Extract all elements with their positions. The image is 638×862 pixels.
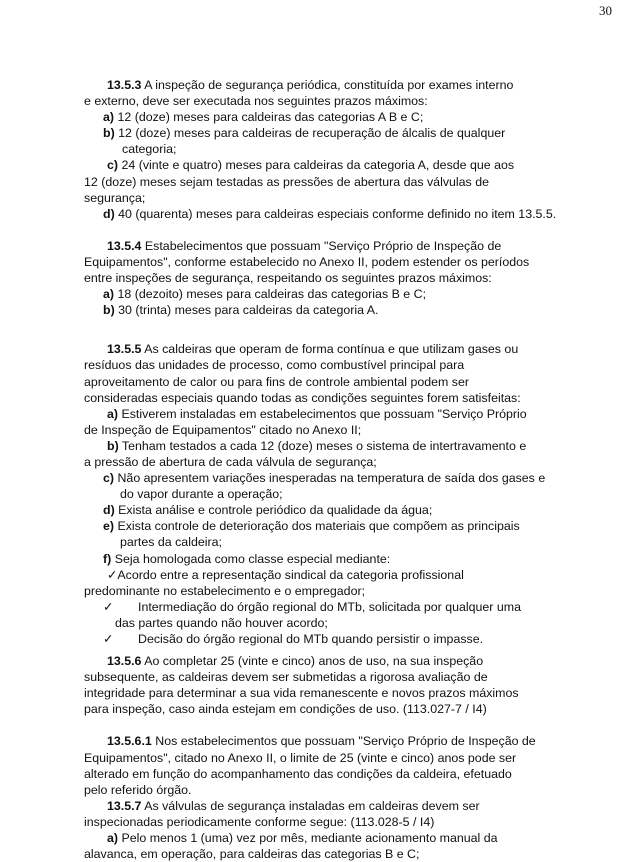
list-item: a) Estiverem instaladas em estabelecimentos que possuam "Serviço Próprio [107,406,527,421]
paragraph-line: aproveitamento de calor ou para fins de controle ambiental podem ser [84,374,470,389]
paragraph-line: subsequente, as caldeiras devem ser submetidas a rigorosa avaliação de [84,670,488,685]
paragraph-line: entre inspeções de segurança, respeitando os seguintes prazos máximos: [84,271,492,286]
page-number: 30 [599,3,612,18]
check-item: ✓ Decisão do órgão regional do MTb quando persistir o impasse. [103,632,484,646]
section-13-5-6-1 [84,733,557,797]
check-item: ✓ Intermediação do órgão regional do MTb, solicitada por qualquer uma [103,599,521,614]
paragraph-line: pelo referido órgão. [84,782,192,797]
section-number: 13.5.4 [107,238,142,253]
list-item: a) 18 (dezoito) meses para caldeiras das categorias B e C; [103,287,427,302]
section-13-5-4 [84,238,557,318]
section-number: 13.5.6 [107,654,142,669]
paragraph-line: resíduos das unidades de processo, como combustível principal para [84,358,465,373]
document-body [84,77,557,862]
section-13-5-7 [84,798,557,862]
list-item: b) 30 (trinta) meses para caldeiras da categoria A. [103,303,379,318]
list-item: d) Exista análise e controle periódico da qualidade da água; [103,503,433,518]
paragraph-line: 13.5.7 As válvulas de segurança instaladas em caldeiras devem ser [107,798,480,813]
paragraph-line: 13.5.6 Ao completar 25 (vinte e cinco) anos de uso, na sua inspeção [107,654,484,669]
check-icon: ✓ [107,567,118,582]
section-number: 13.5.7 [107,798,142,813]
section-number: 13.5.3 [107,78,142,92]
paragraph-line: 13.5.4 Estabelecimentos que possuam "Serviço Próprio de Inspeção de [107,238,502,253]
list-item: a) 12 (doze) meses para caldeiras das categorias A B e C; [103,110,424,125]
paragraph-line: a pressão de abertura de cada válvula de segurança; [84,454,377,469]
check-item: ✓Acordo entre a representação sindical da categoria profissional [107,567,464,582]
paragraph-line: segurança; [84,190,146,205]
paragraph-line: 13.5.3 A inspeção de segurança periódica, constituída por exames interno [107,78,514,92]
list-item: e) Exista controle de deterioração dos materiais que compõem as principais partes da caldeira; [103,519,520,550]
check-icon: ✓ [103,599,114,614]
list-item: f) Seja homologada como classe especial mediante: [103,551,391,566]
section-number: 13.5.6.1 [107,734,152,749]
paragraph-line: alterado em função do acompanhamento das condições da caldeira, efetuado [84,766,512,781]
check-icon: ✓ [103,632,114,646]
paragraph-line: e externo, deve ser executada nos seguintes prazos máximos: [84,94,428,109]
paragraph-line: Equipamentos", citado no Anexo II, o limite de 25 (vinte e cinco) anos pode ser [84,750,517,765]
list-item: c) 24 (vinte e quatro) meses para caldeiras da categoria A, desde que aos [107,158,515,173]
paragraph-line: 12 (doze) meses sejam testadas as pressões de abertura das válvulas de [84,174,489,189]
section-number: 13.5.5 [107,342,142,357]
paragraph-line: consideradas especiais quando todas as condições seguintes forem satisfeitas: [84,390,521,405]
paragraph-line: Equipamentos", conforme estabelecido no Anexo II, podem estender os períodos [84,254,530,269]
list-item: b) 12 (doze) meses para caldeiras de recuperação de álcalis de qualquer categoria; [103,126,506,157]
list-item: c) Não apresentem variações inesperadas na temperatura de saída dos gases e do vapor durante a operação; [103,471,546,502]
paragraph-line: 13.5.5 As caldeiras que operam de forma contínua e que utilizam gases ou [107,342,519,357]
paragraph-line: inspecionadas periodicamente conforme segue: (113.028-5 / I4) [84,814,435,829]
section-13-5-5 [84,341,557,647]
section-13-5-6 [84,653,557,717]
paragraph-line: 13.5.6.1 Nos estabelecimentos que possuam "Serviço Próprio de Inspeção de [107,734,536,749]
list-item: a) Pelo menos 1 (uma) vez por mês, mediante acionamento manual da [107,831,498,846]
list-item: b) Tenham testados a cada 12 (doze) meses o sistema de intertravamento e [107,438,527,453]
paragraph-line: de Inspeção de Equipamentos" citado no Anexo II; [84,422,362,437]
paragraph-line: predominante no estabelecimento e o empregador; [84,583,366,598]
paragraph-line: das partes quando não houver acordo; [115,615,328,630]
list-item: d) 40 (quarenta) meses para caldeiras especiais conforme definido no item 13.5.5. [103,206,557,221]
paragraph-line: para inspeção, caso ainda estejam em condições de uso. (113.027-7 / I4) [84,702,487,717]
paragraph-line: integridade para determinar a sua vida remanescente e novos prazos máximos [84,686,519,701]
paragraph-line: alavanca, em operação, para caldeiras das categorias B e C; [84,847,420,862]
section-13-5-3 [84,77,557,222]
